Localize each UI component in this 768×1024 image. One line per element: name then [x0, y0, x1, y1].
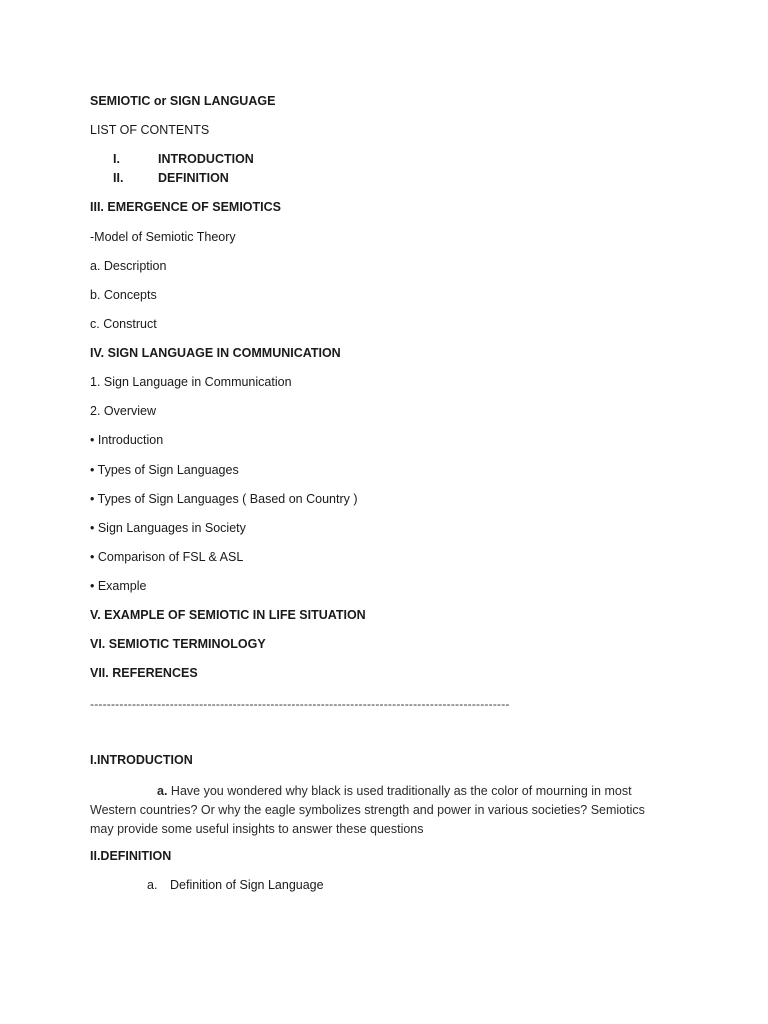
toc-section-3: III. EMERGENCE OF SEMIOTICS: [90, 200, 281, 214]
toc-sub-a: a. Description: [90, 259, 167, 273]
paragraph-text: Have you wondered why black is used traditionally as the color of mourning in most Western countries? Or why the eagle symbolizes strength and power in various societies? Semiotics may provide some useful insights to answer these questions: [90, 784, 645, 836]
toc-sub-b: b. Concepts: [90, 288, 157, 302]
toc-bullet: • Types of Sign Languages: [90, 463, 239, 477]
toc-bullet: • Introduction: [90, 433, 164, 447]
toc-bullet: • Example: [90, 579, 147, 593]
toc-item-1: 1. Sign Language in Communication: [90, 375, 292, 389]
toc-section-7: VII. REFERENCES: [90, 666, 198, 680]
toc-number: I.: [113, 152, 120, 166]
definition-heading: II.DEFINITION: [90, 849, 172, 863]
toc-text: DEFINITION: [158, 171, 229, 185]
document-title: SEMIOTIC or SIGN LANGUAGE: [90, 94, 276, 108]
toc-section-5: V. EXAMPLE OF SEMIOTIC IN LIFE SITUATION: [90, 608, 366, 622]
toc-sub-c: c. Construct: [90, 317, 157, 331]
introduction-heading: I.INTRODUCTION: [90, 753, 193, 767]
toc-item-2: 2. Overview: [90, 404, 156, 418]
definition-sub-label: a.: [147, 878, 158, 892]
list-of-contents-heading: LIST OF CONTENTS: [90, 123, 210, 137]
toc-bullet: • Types of Sign Languages ( Based on Country ): [90, 492, 358, 506]
toc-bullet: • Comparison of FSL & ASL: [90, 550, 244, 564]
toc-section-6: VI. SEMIOTIC TERMINOLOGY: [90, 637, 266, 651]
introduction-paragraph: [90, 782, 670, 839]
definition-sub-text: Definition of Sign Language: [170, 878, 324, 892]
toc-number: II.: [113, 171, 124, 185]
dashed-divider: ----------------------------------------------------------------------------------------------------: [90, 697, 510, 711]
toc-model-line: -Model of Semiotic Theory: [90, 230, 236, 244]
toc-section-4: IV. SIGN LANGUAGE IN COMMUNICATION: [90, 346, 341, 360]
toc-bullet: • Sign Languages in Society: [90, 521, 246, 535]
paragraph-label: a.: [157, 784, 168, 798]
toc-text: INTRODUCTION: [158, 152, 254, 166]
